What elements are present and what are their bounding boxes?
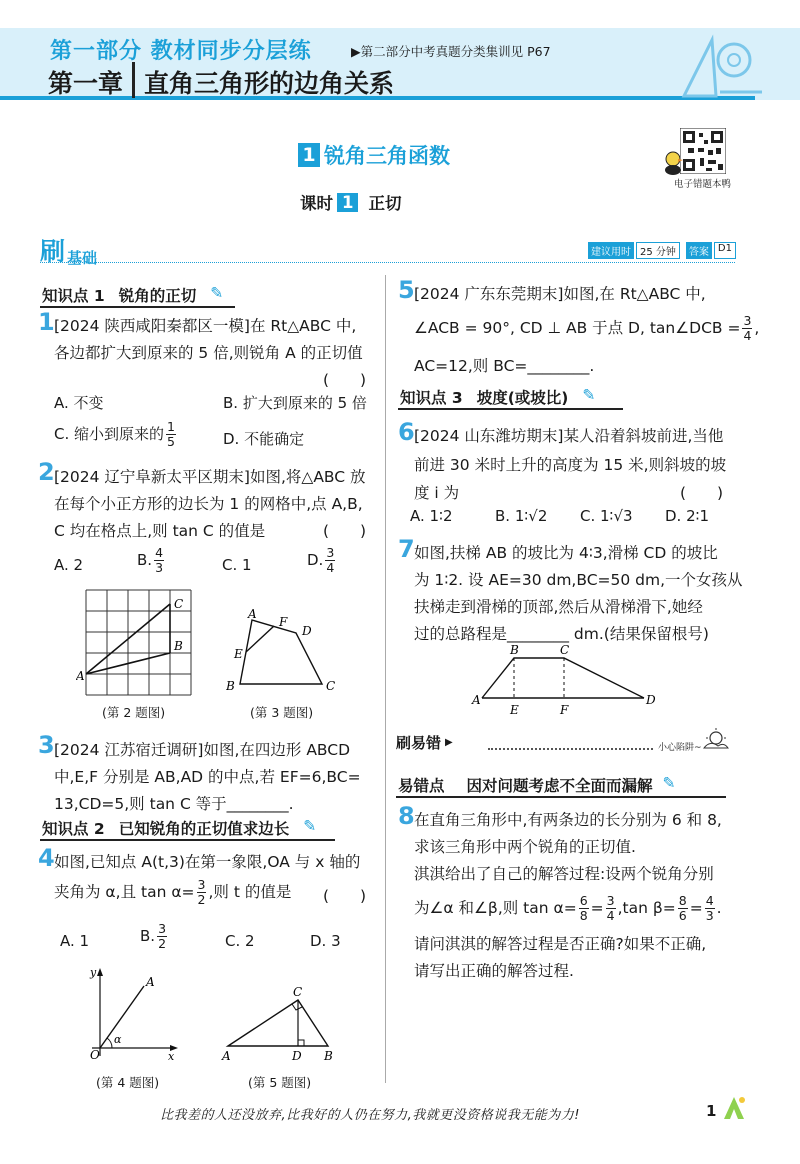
q7-line3: 扶梯走到滑梯的顶部,然后从滑梯滑下,她经 <box>414 598 703 616</box>
fraction-numerator: 3 <box>326 545 335 560</box>
cross-reference: ▶第二部分中考真题分类集训见 P67 <box>351 44 551 59</box>
q4-option-c: C. 2 <box>225 932 255 950</box>
label-e: E <box>234 647 243 661</box>
label-y: y <box>90 966 97 979</box>
duck-mascot-icon <box>662 150 684 176</box>
kp3-title: 坡度(或坡比) <box>476 389 569 407</box>
fraction-numerator: 3 <box>743 313 752 328</box>
kp1-label: 知识点 1 <box>42 287 105 305</box>
q1-option-c <box>54 420 178 449</box>
knowledge-point-2 <box>42 817 316 839</box>
q2-option-d <box>307 546 337 575</box>
time-info <box>588 242 736 259</box>
q6-line1: [2024 山东潍坊期末]某人沿着斜坡前进,当他 <box>414 427 724 445</box>
sun-cloud-icon <box>700 726 730 750</box>
q6-option-c: C. 1∶√3 <box>580 507 633 525</box>
label-c: C <box>560 643 570 657</box>
label-b: B <box>324 1049 333 1063</box>
q4-option-d: D. 3 <box>310 932 341 950</box>
fraction-denominator: 5 <box>167 434 175 449</box>
q2-option-d-text: D. <box>307 551 324 569</box>
q8-fraction-4-3 <box>705 894 715 923</box>
basic-tag-underline <box>40 262 735 263</box>
q2-option-b-text: B. <box>137 551 153 569</box>
label-x: x <box>168 1050 175 1063</box>
fraction-denominator: 2 <box>158 936 167 951</box>
answer-value: D1 <box>714 242 736 259</box>
kp2-underline <box>40 839 335 841</box>
kp3-underline <box>398 408 623 410</box>
lesson-heading <box>300 190 401 214</box>
footer-a-logo-icon <box>720 1094 748 1122</box>
q8-line3: 淇淇给出了自己的解答过程:设两个锐角分别 <box>414 865 714 883</box>
fraction-denominator: 6 <box>678 908 687 923</box>
pen-icon: ✎ <box>210 284 224 302</box>
fraction-numerator: 3 <box>158 921 167 936</box>
q6-line2: 前进 30 米时上升的高度为 15 米,则斜坡的坡 <box>414 456 727 474</box>
lesson-title: 正切 <box>368 194 402 213</box>
equals-sign: = <box>590 899 604 917</box>
qr-caption: 电子错题本鸭 <box>674 179 732 190</box>
q1-answer-paren: ( ) <box>323 371 367 389</box>
fraction-denominator: 4 <box>606 908 615 923</box>
q2-option-a: A. 2 <box>54 556 84 574</box>
error-tag <box>396 732 453 753</box>
label-b: B <box>510 643 519 657</box>
q4-tan-fraction <box>197 878 207 907</box>
kp2-title: 已知锐角的正切值求边长 <box>118 820 290 838</box>
fraction-numerator: 3 <box>606 893 615 908</box>
q2-option-b-fraction <box>154 546 164 575</box>
label-d: D <box>646 693 656 707</box>
q6-number: 6 <box>398 418 415 446</box>
error-tag-label: 刷易错 <box>396 734 442 752</box>
q8-line2: 求该三角形中两个锐角的正切值. <box>414 838 636 856</box>
q4-number: 4 <box>38 844 55 872</box>
q8-line4 <box>414 892 722 924</box>
fraction-denominator: 3 <box>155 560 164 575</box>
figure-2-caption: (第 2 题图) <box>102 705 166 720</box>
chapter-label: 第一章 <box>48 69 124 98</box>
figure-5-caption: (第 5 题图) <box>248 1075 312 1090</box>
label-f: F <box>560 703 569 717</box>
label-a: A <box>222 1049 231 1063</box>
q8-fraction-3-4 <box>606 894 616 923</box>
section-title: 锐角三角函数 <box>324 144 450 168</box>
q6-option-b: B. 1∶√2 <box>495 507 548 525</box>
fraction-numerator: 8 <box>678 893 687 908</box>
triangle-arrow-icon: ▶ <box>445 737 453 748</box>
q4-option-b-text: B. <box>140 927 156 945</box>
q4-option-b <box>140 922 169 951</box>
figure-3-caption: (第 3 题图) <box>250 705 314 720</box>
label-f: F <box>279 615 288 629</box>
label-b: B <box>174 639 183 653</box>
q6-line3: 度 i 为 <box>414 484 460 502</box>
q8-line5: 请问淇淇的解答过程是否正确?如果不正确, <box>414 935 707 953</box>
q7-line1: 如图,扶梯 AB 的坡比为 4∶3,滑梯 CD 的坡比 <box>414 544 718 562</box>
q2-option-c: C. 1 <box>222 556 252 574</box>
qr-code-icon <box>680 128 726 174</box>
q8-line4-mid: ,tan β= <box>617 899 676 917</box>
q2-line3: C 均在格点上,则 tan C 的值是 <box>54 522 266 540</box>
label-a: A <box>248 608 257 621</box>
q2-number: 2 <box>38 458 55 486</box>
figure-2-grid <box>76 588 206 700</box>
shua-char: 刷 <box>40 237 66 266</box>
fraction-denominator: 3 <box>705 908 714 923</box>
q1-option-d: D. 不能确定 <box>223 430 305 448</box>
fraction-numerator: 3 <box>197 877 206 892</box>
fraction-denominator: 2 <box>197 892 206 907</box>
q8-fraction-6-8 <box>579 894 589 923</box>
footer-motto: 比我差的人还没放弃,比我好的人仍在努力,我就更没资格说我无能为力! <box>160 1108 580 1123</box>
label-o: O <box>90 1048 100 1062</box>
page-number: 1 <box>706 1102 717 1120</box>
q4-line1: 如图,已知点 A(t,3)在第一象限,OA 与 x 轴的 <box>54 853 361 871</box>
q1-option-c-text: C. 缩小到原来的 <box>54 425 165 443</box>
knowledge-point-3 <box>400 386 595 408</box>
kp1-underline <box>40 306 235 308</box>
q1-option-a: A. 不变 <box>54 394 104 412</box>
q4-option-a: A. 1 <box>60 932 90 950</box>
error-tag-dots <box>488 748 653 750</box>
answer-label: 答案 <box>686 242 712 259</box>
figure-4-caption: (第 4 题图) <box>96 1075 160 1090</box>
q5-tan-fraction <box>742 314 752 343</box>
label-c: C <box>174 597 184 611</box>
equals-sign: = <box>689 899 703 917</box>
q1-option-b: B. 扩大到原来的 5 倍 <box>223 394 367 412</box>
q2-option-b <box>137 546 166 575</box>
q4-line2-start: 夹角为 α,且 tan α= <box>54 883 195 901</box>
q1-line1: [2024 陕西咸阳秦都区一模]在 Rt△ABC 中, <box>54 317 357 335</box>
q3-line1: [2024 江苏宿迁调研]如图,在四边形 ABCD <box>54 741 351 759</box>
label-a: A <box>146 975 155 989</box>
time-label: 建议用时 <box>588 242 634 259</box>
fraction-denominator: 4 <box>743 328 752 343</box>
knowledge-point-1 <box>42 284 223 306</box>
error-point-underline <box>396 796 726 798</box>
q5-line2-start: ∠ACB = 90°, CD ⊥ AB 于点 D, tan∠DCB = <box>414 319 741 337</box>
q7-line4: 过的总路程是________ dm.(结果保留根号) <box>414 625 709 643</box>
q3-line3: 13,CD=5,则 tan C 等于________. <box>54 795 294 813</box>
q4-line2-end: ,则 t 的值是 <box>208 883 292 901</box>
error-point-title: 因对问题考虑不全面而漏解 <box>466 777 653 795</box>
kp3-label: 知识点 3 <box>400 389 463 407</box>
lesson-number: 1 <box>337 193 358 212</box>
part-title: 第一部分 教材同步分层练 <box>50 39 312 64</box>
chapter-title: 直角三角形的边角关系 <box>144 69 395 98</box>
time-value: 25 分钟 <box>636 242 680 259</box>
error-tag-note: 小心陷阱~ <box>658 743 702 753</box>
q8-line4-start: 为∠α 和∠β,则 tan α= <box>414 899 577 917</box>
section-number: 1 <box>302 144 316 166</box>
label-e: E <box>510 703 519 717</box>
q1-number: 1 <box>38 308 55 336</box>
figure-7-slide <box>470 640 670 718</box>
label-alpha: α <box>114 1033 122 1046</box>
pen-icon: ✎ <box>662 774 676 792</box>
q5-number: 5 <box>398 276 415 304</box>
q3-number: 3 <box>38 731 55 759</box>
label-d: D <box>292 1049 302 1063</box>
q2-line2: 在每个小正方形的边长为 1 的网格中,点 A,B, <box>54 495 363 513</box>
fraction-numerator: 4 <box>705 893 714 908</box>
label-c: C <box>293 985 303 999</box>
q4-answer-paren: ( ) <box>323 887 367 905</box>
q8-line4-end: . <box>716 899 722 917</box>
figure-4-axes <box>86 966 182 1066</box>
fraction-numerator: 4 <box>155 545 164 560</box>
lesson-label: 课时 <box>300 194 333 213</box>
q5-line1: [2024 广东东莞期末]如图,在 Rt△ABC 中, <box>414 285 706 303</box>
q8-fraction-8-6 <box>678 894 688 923</box>
error-point-label: 易错点 <box>398 777 445 795</box>
q2-option-d-fraction <box>325 546 335 575</box>
fraction-numerator: 1 <box>167 419 175 434</box>
q7-line2: 为 1∶2. 设 AE=30 dm,BC=50 dm,一个女孩从 <box>414 571 743 589</box>
fraction-numerator: 6 <box>579 893 588 908</box>
ruler-compass-logo-icon <box>676 32 766 102</box>
q5-line3: AC=12,则 BC=________. <box>414 357 595 375</box>
q5-line2-end: , <box>754 319 760 337</box>
q3-line2: 中,E,F 分别是 AB,AD 的中点,若 EF=6,BC= <box>54 768 361 786</box>
q4-option-b-fraction <box>157 922 167 951</box>
error-point-heading <box>398 774 676 796</box>
kp1-title: 锐角的正切 <box>118 287 197 305</box>
q8-number: 8 <box>398 802 415 830</box>
q8-line1: 在直角三角形中,有两条边的长分别为 6 和 8, <box>414 811 722 829</box>
kp2-label: 知识点 2 <box>42 820 105 838</box>
pen-icon: ✎ <box>303 817 317 835</box>
label-c: C <box>326 679 336 693</box>
label-d: D <box>302 624 312 638</box>
column-divider <box>385 275 386 1083</box>
label-a: A <box>76 669 85 683</box>
figure-3-quadrilateral <box>226 608 346 698</box>
q2-line1: [2024 辽宁阜新太平区期末]如图,将△ABC 放 <box>54 468 366 486</box>
q1-line2: 各边都扩大到原来的 5 倍,则锐角 A 的正切值 <box>54 344 363 362</box>
pen-icon: ✎ <box>582 386 596 404</box>
page-header <box>0 0 800 110</box>
q6-option-d: D. 2∶1 <box>665 507 710 525</box>
q1-option-c-fraction <box>166 420 176 449</box>
q5-line2 <box>414 312 759 344</box>
label-b: B <box>226 679 235 693</box>
q6-option-a: A. 1∶2 <box>410 507 453 525</box>
q2-answer-paren: ( ) <box>323 522 367 540</box>
figure-5-triangle <box>218 984 348 1064</box>
fraction-denominator: 8 <box>579 908 588 923</box>
fraction-denominator: 4 <box>326 560 335 575</box>
section-number-badge <box>298 143 320 167</box>
label-a: A <box>472 693 481 707</box>
q7-number: 7 <box>398 535 415 563</box>
q8-line6: 请写出正确的解答过程. <box>414 962 574 980</box>
basic-label: 基础 <box>67 249 98 267</box>
q6-answer-paren: ( ) <box>680 484 724 502</box>
q4-line2 <box>54 876 291 908</box>
